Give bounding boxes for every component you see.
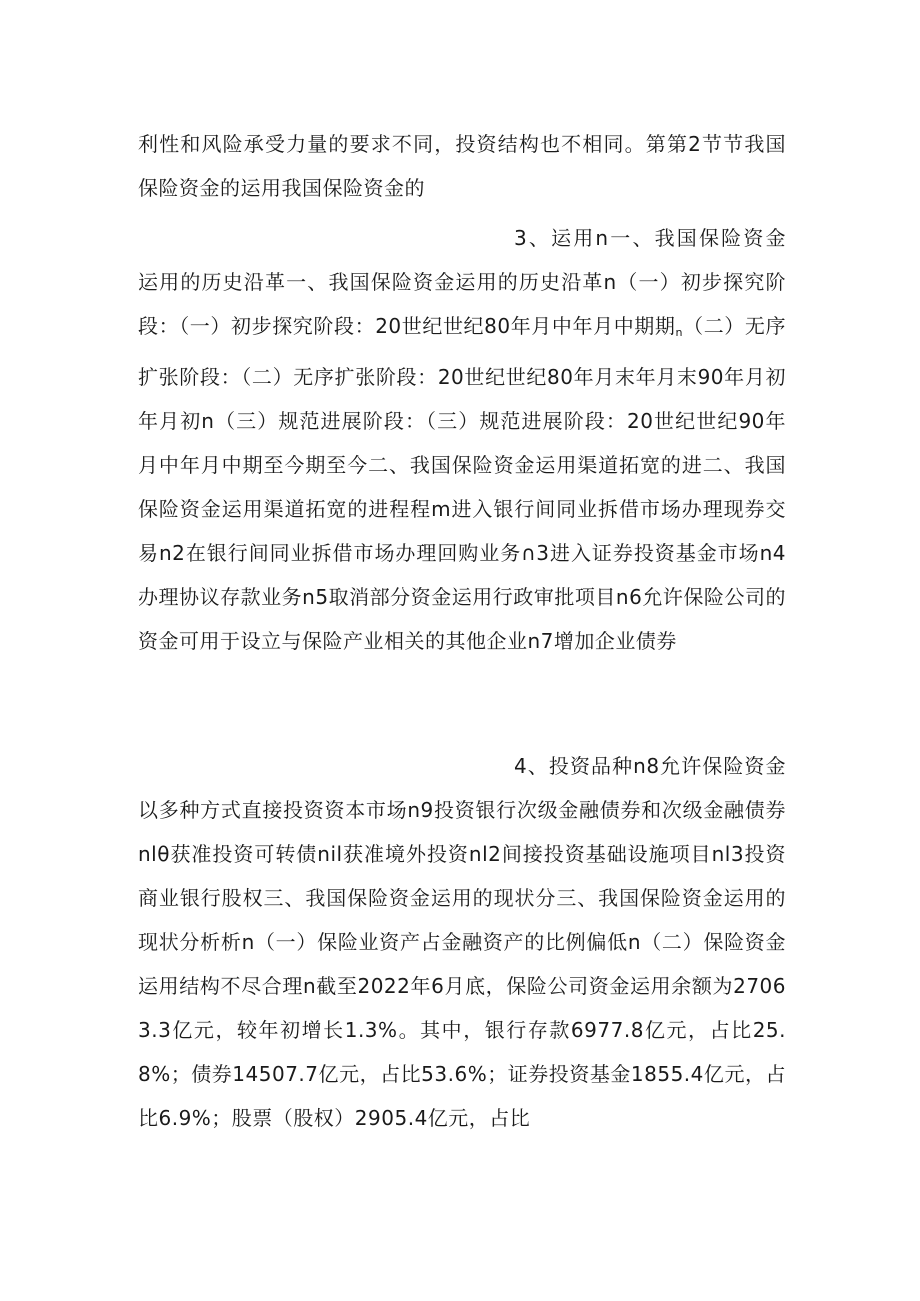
paragraph-1-text: 利性和风险承受力量的要求不同，投资结构也不相同。第第2节节我国保险资金的运用我国保险资金的 <box>138 132 786 200</box>
paragraph-2-subscript: n <box>675 326 683 339</box>
paragraph-1 <box>138 122 786 210</box>
paragraph-3-text: 4、投资品种n8允许保险资金以多种方式直接投资资本市场n9投资银行次级金融债券和次级金融债券nlθ获准投资可转债nil获准境外投资nl2间接投资基础设施项目nl3投资商业银行股权三、我国保险资金运用的现状分三、我国保险资金运用的现状分析析n（一）保险业资产占金融资产的比例偏低n（二）保险资金运用结构不尽合理n截至2022年6月底，保险公司资金运用余额为27063.3亿元，较年初增长1.3%。其中，银行存款6977.8亿元，占比25.8%；债券14507.7亿元，占比53.6%；证券投资基金1855.4亿元，占比6.9%；股票（股权）2905.4亿元，占比 <box>138 754 786 1130</box>
paragraph-2 <box>138 216 786 663</box>
paragraph-3 <box>138 744 786 1140</box>
paragraph-2-text-a: 3、运用n一、我国保险资金运用的历史沿革一、我国保险资金运用的历史沿革n（一）初步探究阶段：（一）初步探究阶段：20世纪世纪80年月中年月中期期 <box>138 226 786 338</box>
paragraph-2-text-b: （二）无序扩张阶段：（二）无序扩张阶段：20世纪世纪80年月末年月末90年月初年月初n（三）规范进展阶段：（三）规范进展阶段：20世纪世纪90年月中年月中期至今期至今二、我国保险资金运用渠道拓宽的进二、我国保险资金运用渠道拓宽的进程程m进入银行间同业拆借市场办理现券交易n2在银行间同业拆借市场办理回购业务∩3进入证券投资基金市场n4办理协议存款业务n5取消部分资金运用行政审批项目n6允许保险公司的资金可用于设立与保险产业相关的其他企业n7增加企业债券 <box>138 314 787 653</box>
